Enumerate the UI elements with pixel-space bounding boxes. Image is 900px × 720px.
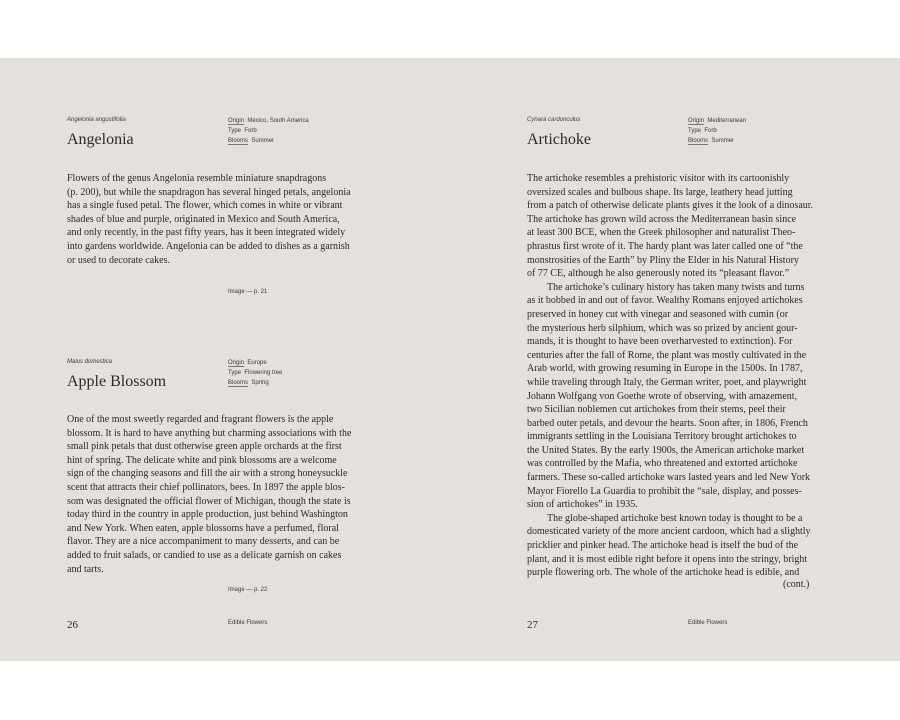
body-line: immigrants settling in the Louisiana Territory brought artichokes to — [527, 431, 797, 443]
body-line: and New York. When eaten, apple blossoms have a perfumed, floral — [67, 522, 339, 534]
body-line: mands, it is thought to have been overharvested to extinction). For — [527, 336, 793, 348]
body-line: The artichoke resembles a prehistoric visitor with its cartoonishly — [527, 173, 790, 184]
body-line: oversized scales and bulbous shape. Its large, leathery head jutting — [527, 186, 793, 198]
body-line: and tarts. — [67, 563, 104, 575]
body-line: small pink petals that dust otherwise green apple orchards at the first — [67, 441, 342, 453]
continued-marker: (cont.) — [783, 579, 810, 590]
entry-title: Angelonia — [67, 131, 134, 148]
meta-type: Type Forb — [688, 128, 717, 134]
body-line: blossom. It is hard to have anything but charming associations with the — [67, 427, 352, 439]
entry-meta — [228, 116, 309, 146]
body-line: two Sicilian noblemen cut artichokes from their stems, peel their — [527, 404, 786, 416]
entry-latin-name: Angelonia angustifolia — [67, 117, 126, 123]
body-line: was controlled by the Mafia, who threatened and extorted artichoke — [527, 458, 798, 470]
body-line: at least 300 BCE, when the Greek philosopher and naturalist Theo- — [527, 227, 796, 239]
body-line: monstrosities of the Earth” by Pliny the Elder in his Natural History — [527, 254, 799, 266]
paragraph — [527, 512, 847, 580]
body-line: has a single fused petal. The flower, which comes in white or vibrant — [67, 200, 343, 212]
body-line: The artichoke has grown wild across the Mediterranean basin since — [527, 213, 797, 225]
body-line: som was designated the official flower of Michigan, though the state is — [67, 495, 351, 507]
page-number: 27 — [527, 619, 538, 631]
paragraph — [527, 281, 847, 512]
entry-title: Artichoke — [527, 131, 591, 148]
page-number: 26 — [67, 619, 78, 631]
meta-blooms: Blooms Summer — [688, 138, 735, 144]
image-reference: Image — p. 21 — [228, 289, 268, 295]
image-reference: Image — p. 22 — [228, 587, 268, 593]
paragraph — [527, 172, 847, 281]
body-line: The globe-shaped artichoke best known today is thought to be a — [547, 512, 803, 524]
body-line: One of the most sweetly regarded and fragrant flowers is the apple — [67, 414, 334, 425]
running-title: Edible Flowers — [688, 620, 728, 626]
body-line: sion of artichokes” in 1935. — [527, 499, 638, 511]
body-line: purple flowering orb. The whole of the artichoke head is edible, and — [527, 567, 800, 579]
body-line: farmers. These so-called artichoke wars lasted years and led New York — [527, 472, 811, 484]
body-line: sign of the changing seasons and fill the air with a strong honeysuckle — [67, 468, 348, 480]
body-line: the United States. By the early 1900s, the American artichoke market — [527, 444, 805, 456]
body-line: Mayor Fiorello La Guardia to prohibit the “sale, display, and posses- — [527, 485, 802, 497]
body-line: pricklier and pinker head. The artichoke head is itself the bud of the — [527, 540, 799, 552]
entry-body — [527, 172, 847, 580]
meta-blooms: Blooms Summer — [228, 138, 275, 144]
body-line: or used to decorate cakes. — [67, 254, 171, 266]
body-line: into gardens worldwide. Angelonia can be added to dishes as a garnish — [67, 240, 350, 252]
body-line: shades of blue and purple, originated in Mexico and South America, — [67, 213, 340, 225]
meta-origin: Origin Mexico, South America — [228, 118, 309, 124]
body-line: added to fruit salads, or candied to use as a delicate garnish on cakes — [67, 549, 342, 561]
meta-type: Type Flowering tree — [228, 370, 283, 376]
body-line: the mysterious herb silphium, which was so prized by ancient gour- — [527, 322, 798, 334]
body-line: Arab world, with growing resuming in Europe in the 1500s. In 1787, — [527, 363, 803, 375]
entry-latin-name: Malus domestica — [67, 359, 113, 365]
meta-origin: Origin Mediterranean — [688, 118, 747, 124]
entry-meta — [688, 116, 746, 146]
body-line: domesticated variety of the more ancient cardoon, which had a slightly — [527, 526, 811, 538]
meta-type: Type Forb — [228, 128, 257, 134]
body-line: Flowers of the genus Angelonia resemble miniature snapdragons — [67, 173, 327, 184]
body-line: and only recently, in the past fifty years, has it been integrated widely — [67, 227, 346, 239]
body-line: hint of spring. The delicate white and pink blossoms are a welcome — [67, 454, 337, 466]
body-line: as it bobbed in and out of favor. Wealthy Romans enjoyed artichokes — [527, 295, 803, 307]
entry-body — [67, 413, 377, 576]
meta-blooms: Blooms Spring — [228, 380, 269, 386]
left-page — [0, 58, 450, 661]
body-line: centuries after the fall of Rome, the plant was mostly cultivated in the — [527, 349, 807, 361]
body-line: of 77 CE, although he also generously noted its “pleasant flavor.” — [527, 268, 790, 280]
entry-body — [67, 172, 377, 267]
body-line: phrastus first wrote of it. The hardy plant was later called one of “the — [527, 240, 803, 252]
body-line: scent that attracts their chief pollinators, bees. In 1897 the apple blos- — [67, 481, 345, 493]
body-line: flavor. They are a nice accompaniment to many desserts, and can be — [67, 536, 340, 548]
body-line: barbed outer petals, and devour the hearts. Soon after, in 1806, French — [527, 417, 808, 429]
body-line: The artichoke’s culinary history has taken many twists and turns — [547, 281, 805, 293]
body-line: plant, and it is most edible right before it opens into the stringy, bright — [527, 553, 808, 565]
body-line: from a patch of otherwise delicate plants gives it the look of a dinosaur. — [527, 200, 814, 212]
body-line: while traveling through Italy, the German writer, poet, and playwright — [527, 376, 807, 388]
meta-origin: Origin Europe — [228, 360, 267, 366]
entry-meta — [228, 358, 282, 388]
entry-title: Apple Blossom — [67, 373, 167, 390]
entry-latin-name: Cynara cardunculus — [527, 117, 581, 123]
body-line: preserved in honey cut with vinegar and seasoned with cumin (or — [527, 308, 789, 320]
book-spread — [0, 58, 900, 661]
body-line: (p. 200), but while the snapdragon has several hinged petals, angelonia — [67, 186, 351, 198]
running-title: Edible Flowers — [228, 620, 268, 626]
body-line: Johann Wolfgang von Goethe wrote of observing, with amazement, — [527, 390, 798, 402]
body-line: today third in the country in apple production, just behind Washington — [67, 509, 348, 521]
right-page — [450, 58, 900, 661]
